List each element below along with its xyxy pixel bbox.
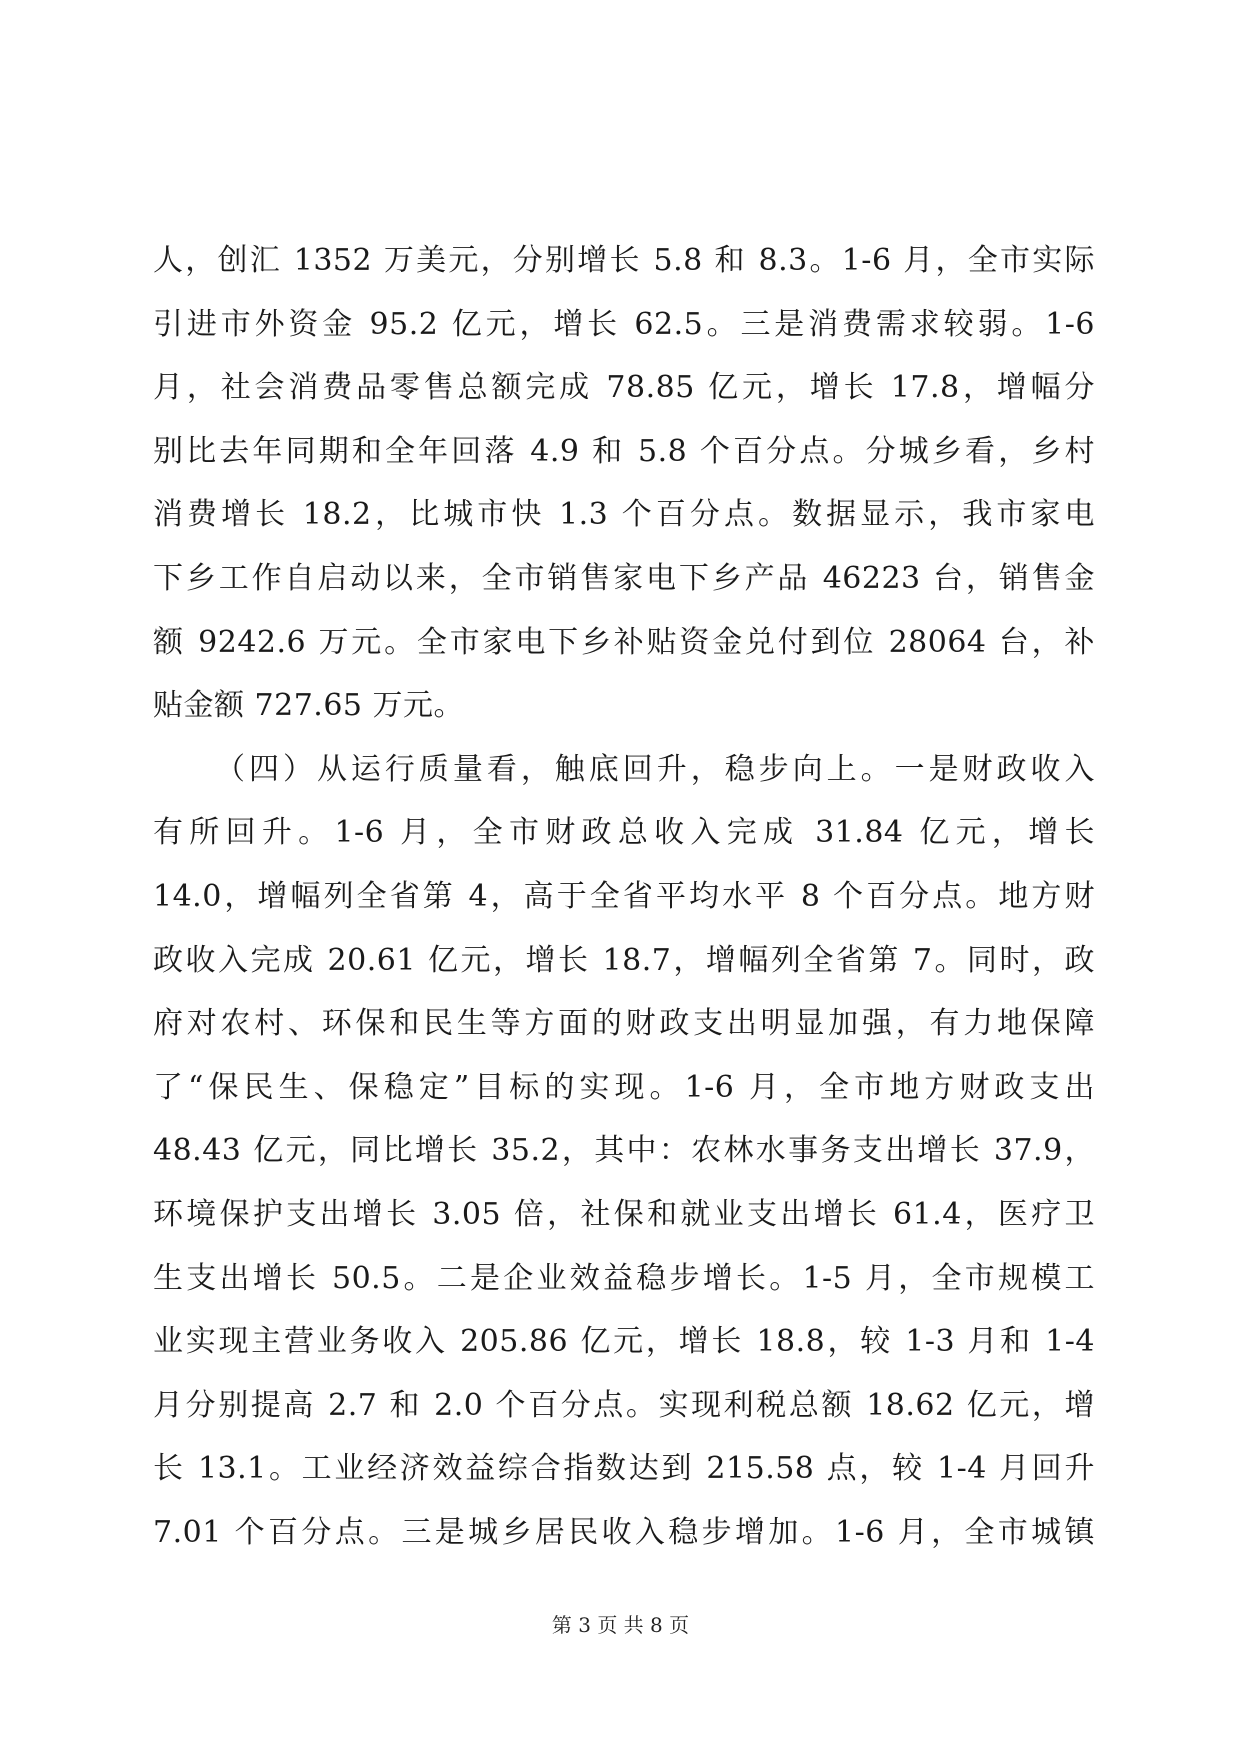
text-line: 府对农村、环保和民生等方面的财政支出明显加强，有力地保障 xyxy=(153,1006,1095,1042)
text-line: 月，社会消费品零售总额完成 78.85 亿元，增长 17.8，增幅分 xyxy=(153,370,1095,406)
text-line: 人，创汇 1352 万美元，分别增长 5.8 和 8.3。1-6 月，全市实际 xyxy=(153,243,1095,278)
text-line: 贴金额 727.65 万元。 xyxy=(153,688,465,724)
page-number-footer: 第 3 页 共 8 页 xyxy=(551,1613,690,1637)
text-line: 下乡工作自启动以来，全市销售家电下乡产品 46223 台，销售金 xyxy=(153,560,1095,596)
text-line: 长 13.1。工业经济效益综合指数达到 215.58 点，较 1-4 月回升 xyxy=(153,1451,1095,1487)
text-line: 48.43 亿元，同比增长 35.2，其中：农林水事务支出增长 37.9， xyxy=(153,1133,1095,1169)
paragraph-start-line: （四）从运行质量看，触底回升，稳步向上。一是财政收入 xyxy=(215,751,1095,787)
text-line: 额 9242.6 万元。全市家电下乡补贴资金兑付到位 28064 台，补 xyxy=(153,624,1095,660)
text-line: 了“保民生、保稳定”目标的实现。1-6 月，全市地方财政支出 xyxy=(153,1069,1095,1105)
text-line: 业实现主营业务收入 205.86 亿元，增长 18.8，较 1-3 月和 1-4 xyxy=(153,1324,1095,1360)
text-line: 别比去年同期和全年回落 4.9 和 5.8 个百分点。分城乡看，乡村 xyxy=(153,433,1095,469)
text-line: 消费增长 18.2，比城市快 1.3 个百分点。数据显示，我市家电 xyxy=(153,497,1095,533)
text-line: 有所回升。1-6 月，全市财政总收入完成 31.84 亿元，增长 xyxy=(153,815,1095,851)
text-line: 月分别提高 2.7 和 2.0 个百分点。实现利税总额 18.62 亿元，增 xyxy=(153,1387,1095,1423)
text-line: 政收入完成 20.61 亿元，增长 18.7，增幅列全省第 7。同时，政 xyxy=(153,942,1095,978)
body-text xyxy=(153,229,1095,1564)
text-line: 7.01 个百分点。三是城乡居民收入稳步增加。1-6 月，全市城镇 xyxy=(153,1514,1095,1550)
text-line: 引进市外资金 95.2 亿元，增长 62.5。三是消费需求较弱。1-6 xyxy=(153,306,1095,342)
text-line: 环境保护支出增长 3.05 倍，社保和就业支出增长 61.4，医疗卫 xyxy=(153,1196,1095,1232)
text-line: 生支出增长 50.5。二是企业效益稳步增长。1-5 月，全市规模工 xyxy=(153,1260,1095,1296)
text-line: 14.0，增幅列全省第 4，高于全省平均水平 8 个百分点。地方财 xyxy=(153,878,1095,914)
